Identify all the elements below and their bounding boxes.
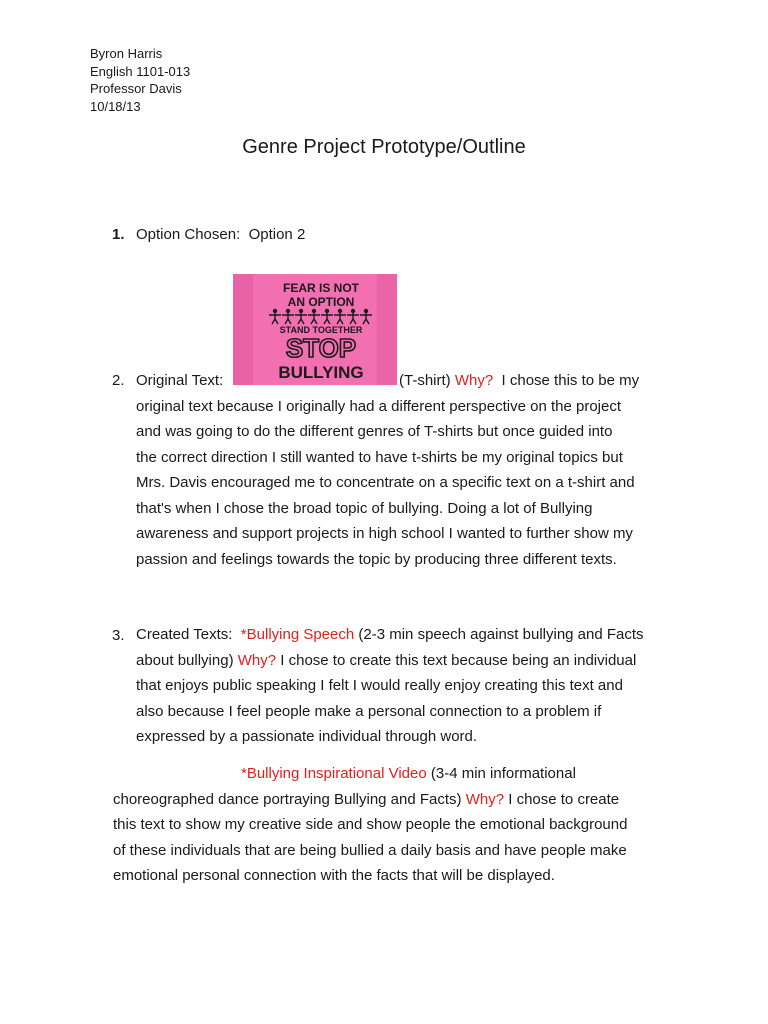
item-3-label: Created Texts: bbox=[136, 626, 233, 643]
shirt-text-5: BULLYING bbox=[278, 363, 364, 382]
person-head bbox=[299, 309, 303, 313]
item-2-why: Why? bbox=[454, 372, 494, 389]
item-4-line-1 bbox=[241, 761, 576, 787]
item-2-body-line: and was going to do the different genres of T-shirts but once guided into bbox=[136, 423, 613, 440]
item-4-video-desc: (3-4 min informational bbox=[430, 765, 576, 782]
item-3-body-line: also because I feel people make a personal connection to a problem if bbox=[136, 702, 602, 720]
item-2-body-line: original text because I originally had a different perspective on the project bbox=[136, 397, 622, 415]
item-1-label: Option Chosen: bbox=[136, 226, 241, 243]
item-3-number: 3. bbox=[112, 627, 125, 644]
person-head bbox=[338, 309, 342, 313]
item-4-line-2 bbox=[113, 787, 627, 813]
item-3-line2-rest: I chose to create this text because being an individual bbox=[280, 651, 637, 669]
item-2-body-line: Mrs. Davis encouraged me to concentrate on a specific text on a t-shirt and bbox=[136, 474, 635, 491]
item-2-number: 2. bbox=[112, 372, 125, 389]
item-2-body-line: passion and feelings towards the topic by producing three different texts. bbox=[136, 550, 617, 568]
item-1-line bbox=[136, 222, 305, 248]
item-3-line-2 bbox=[136, 648, 644, 674]
item-2-body-line: that's when I chose the broad topic of bullying. Doing a lot of Bullying bbox=[136, 499, 593, 517]
person-head bbox=[312, 309, 316, 313]
person-head bbox=[364, 309, 368, 313]
item-4-video-title: *Bullying Inspirational Video bbox=[241, 765, 427, 782]
person-head bbox=[286, 309, 290, 313]
item-2-body bbox=[136, 394, 635, 573]
course-code: English 1101-013 bbox=[90, 63, 191, 79]
item-4-body-line: of these individuals that are being bullied a daily basis and have people make bbox=[113, 841, 627, 859]
person-head bbox=[325, 309, 329, 313]
item-2-body-line: the correct direction I still wanted to have t-shirts be my original topics but bbox=[136, 448, 623, 466]
item-3-body bbox=[136, 622, 644, 750]
tshirt-graphic bbox=[233, 274, 397, 385]
shirt-text-1: FEAR IS NOT bbox=[282, 281, 360, 295]
item-3-speech-title: *Bullying Speech bbox=[240, 626, 355, 643]
item-2-first-line bbox=[136, 368, 223, 394]
item-1-value: Option 2 bbox=[248, 226, 306, 243]
item-3-line-1 bbox=[136, 622, 644, 648]
item-4-line2-rest: I chose to create bbox=[508, 790, 620, 808]
item-4-body-line: emotional personal connection with the facts that will be displayed. bbox=[113, 867, 555, 884]
item-2-body-line: awareness and support projects in high school I wanted to further show my bbox=[136, 525, 633, 542]
item-3-body-line: expressed by a passionate individual through word. bbox=[136, 728, 478, 745]
item-3-why: Why? bbox=[237, 651, 277, 669]
item-3-speech-desc: (2-3 min speech against bullying and Facts bbox=[358, 626, 644, 643]
shirt-text-4: STOP bbox=[285, 333, 357, 363]
item-3-line2-start: about bullying) bbox=[136, 651, 234, 669]
item-2-after-image: (T-shirt) bbox=[399, 372, 451, 389]
tshirt-image bbox=[233, 274, 397, 385]
shirt-text-2: AN OPTION bbox=[287, 295, 355, 309]
person-head bbox=[273, 309, 277, 313]
person-head bbox=[351, 309, 355, 313]
page-title: Genre Project Prototype/Outline bbox=[242, 136, 526, 158]
author-name: Byron Harris bbox=[90, 46, 163, 61]
item-3-body-line: that enjoys public speaking I felt I would really enjoy creating this text and bbox=[136, 677, 623, 694]
item-4-body bbox=[113, 787, 627, 889]
item-2-label: Original Text: bbox=[136, 372, 224, 389]
item-1-number: 1. bbox=[112, 226, 125, 243]
professor-name: Professor Davis bbox=[90, 81, 182, 96]
item-4-line2-start: choreographed dance portraying Bullying and Facts) bbox=[113, 790, 462, 808]
item-2-line1-rest: I chose this to be my bbox=[501, 372, 640, 389]
shirt-text-3: STAND TOGETHER bbox=[279, 325, 363, 335]
item-2-first-line-rest bbox=[399, 368, 639, 394]
date: 10/18/13 bbox=[90, 98, 141, 114]
header-block bbox=[90, 45, 190, 115]
item-4-body-line: this text to show my creative side and show people the emotional background bbox=[113, 816, 628, 833]
item-4-why: Why? bbox=[465, 790, 505, 808]
